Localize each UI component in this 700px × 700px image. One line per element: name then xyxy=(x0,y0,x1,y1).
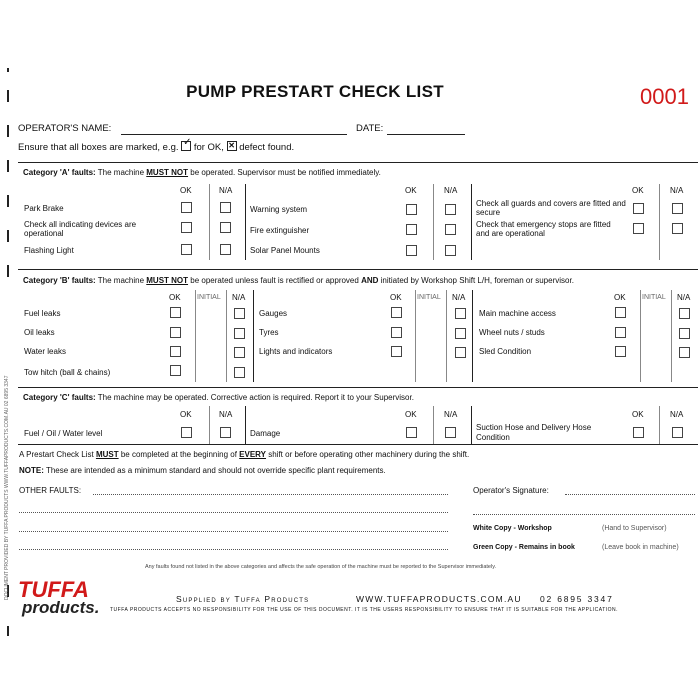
check-item: Fuel / Oil / Water level xyxy=(24,429,103,438)
operator-name-field[interactable] xyxy=(121,134,347,135)
binding-mark xyxy=(7,68,9,72)
ok-header: OK xyxy=(405,410,417,419)
na-checkbox[interactable] xyxy=(455,308,466,319)
signature-label: Operator's Signature: xyxy=(473,486,549,495)
na-checkbox[interactable] xyxy=(445,204,456,215)
column-divider xyxy=(209,184,210,260)
phone: 02 6895 3347 xyxy=(540,594,614,604)
green-copy-label: Green Copy - Remains in book xyxy=(473,544,575,551)
column-divider xyxy=(253,290,254,382)
na-checkbox[interactable] xyxy=(445,245,456,256)
ok-checkbox[interactable] xyxy=(633,203,644,214)
check-item: Flashing Light xyxy=(24,246,74,255)
column-divider xyxy=(671,290,672,382)
na-checkbox[interactable] xyxy=(672,427,683,438)
notice: A Prestart Check List MUST be completed at the beginning of EVERY shift or before operating other machinery during the shift. xyxy=(19,450,470,459)
na-checkbox[interactable] xyxy=(234,308,245,319)
website: WWW.TUFFAPRODUCTS.COM.AU xyxy=(356,594,522,604)
binding-mark xyxy=(7,230,9,242)
na-header: N/A xyxy=(670,186,684,195)
check-item: Fuel leaks xyxy=(24,309,61,318)
ok-header: OK xyxy=(180,410,192,419)
cross-example-icon: ✕ xyxy=(228,141,235,150)
instruction-ok-text: for OK, xyxy=(193,142,224,153)
column-divider xyxy=(245,406,246,444)
binding-mark xyxy=(7,265,9,277)
date-label: DATE: xyxy=(356,123,384,134)
na-checkbox[interactable] xyxy=(679,308,690,319)
na-checkbox[interactable] xyxy=(220,202,231,213)
ok-header: OK xyxy=(614,293,626,302)
check-item: Sled Condition xyxy=(479,347,532,356)
ok-checkbox[interactable] xyxy=(406,224,417,235)
check-item: Main machine access xyxy=(479,309,556,318)
side-print-text: DOCUMENT PROVIDED BY TUFFA PRODUCTS WWW.TUFFAPRODUCTS.COM.AU 02 6895 3347 xyxy=(4,375,10,600)
column-divider xyxy=(433,184,434,260)
column-divider xyxy=(209,406,210,444)
binding-mark xyxy=(7,160,9,172)
na-checkbox[interactable] xyxy=(445,224,456,235)
na-checkbox[interactable] xyxy=(234,367,245,378)
na-checkbox[interactable] xyxy=(220,222,231,233)
ok-header: OK xyxy=(180,186,192,195)
ok-checkbox[interactable] xyxy=(391,307,402,318)
check-item: Damage xyxy=(250,429,281,438)
check-item: Solar Panel Mounts xyxy=(250,246,320,255)
ok-checkbox[interactable] xyxy=(615,346,626,357)
na-header: N/A xyxy=(219,186,233,195)
na-header: N/A xyxy=(677,293,691,302)
check-item: Tow hitch (ball & chains) xyxy=(24,368,111,377)
ok-checkbox[interactable] xyxy=(391,346,402,357)
initial-header: INITIAL xyxy=(417,294,441,301)
check-item: Tyres xyxy=(259,328,279,337)
check-item: Fire extinguisher xyxy=(250,226,310,235)
divider xyxy=(18,444,698,445)
ok-checkbox[interactable] xyxy=(170,365,181,376)
column-divider xyxy=(195,290,196,382)
form-number: 0001 xyxy=(640,84,689,109)
cat-b-heading: Category 'B' faults: The machine MUST NOT be operated unless fault is rectified or approved AND initiated by Workshop Shift L/H, foreman or supervisor. xyxy=(23,276,574,285)
ok-checkbox[interactable] xyxy=(170,327,181,338)
column-divider xyxy=(446,290,447,382)
instruction-text: Ensure that all boxes are marked, e.g. xyxy=(18,142,179,153)
ok-checkbox[interactable] xyxy=(633,427,644,438)
na-checkbox[interactable] xyxy=(445,427,456,438)
ok-header: OK xyxy=(632,186,644,195)
column-divider xyxy=(659,406,660,444)
ok-checkbox[interactable] xyxy=(181,244,192,255)
ok-checkbox[interactable] xyxy=(391,327,402,338)
divider xyxy=(18,387,698,388)
check-item: Gauges xyxy=(259,309,288,318)
column-divider xyxy=(415,290,416,382)
na-header: N/A xyxy=(232,293,246,302)
cat-c-heading: Category 'C' faults: The machine may be operated. Corrective action is required. Report it to your Supervisor. xyxy=(23,393,414,402)
white-copy-label: White Copy - Workshop xyxy=(473,525,552,532)
divider xyxy=(18,269,698,270)
side-print xyxy=(2,300,12,600)
instruction xyxy=(18,137,295,153)
signature-field[interactable] xyxy=(473,514,695,515)
na-checkbox[interactable] xyxy=(455,347,466,358)
ok-header: OK xyxy=(632,410,644,419)
initial-header: INITIAL xyxy=(197,294,221,301)
ok-checkbox[interactable] xyxy=(170,346,181,357)
na-checkbox[interactable] xyxy=(234,328,245,339)
ok-checkbox[interactable] xyxy=(633,223,644,234)
column-divider xyxy=(245,184,246,260)
other-faults-field[interactable] xyxy=(93,494,448,495)
ok-checkbox[interactable] xyxy=(170,307,181,318)
ok-checkbox[interactable] xyxy=(615,327,626,338)
ok-checkbox[interactable] xyxy=(406,204,417,215)
check-example-icon: ✓ xyxy=(181,141,191,151)
legal-text: TUFFA PRODUCTS ACCEPTS NO RESPONSIBILITY FOR THE USE OF THIS DOCUMENT. IT IS THE USERS RESPONSIBILITY TO ENSURE THAT IT IS SUITABLE FOR THE APPLICATION. xyxy=(110,607,619,613)
na-checkbox[interactable] xyxy=(679,347,690,358)
column-divider xyxy=(471,406,472,444)
note: NOTE: These are intended as a minimum standard and should not override specific plant requirements. xyxy=(19,466,386,475)
na-header: N/A xyxy=(444,410,458,419)
column-divider xyxy=(472,290,473,382)
tuffa-logo xyxy=(18,577,100,617)
cat-a-heading: Category 'A' faults: The machine MUST NOT be operated. Supervisor must be notified immediately. xyxy=(23,168,381,177)
binding-mark xyxy=(7,195,9,207)
check-item: Check that emergency stops are fitted and are operational xyxy=(476,220,611,238)
initial-header: INITIAL xyxy=(642,294,666,301)
column-divider xyxy=(226,290,227,382)
column-divider xyxy=(640,290,641,382)
check-item: Lights and indicators xyxy=(259,347,333,356)
check-item: Park Brake xyxy=(24,204,64,213)
na-header: N/A xyxy=(444,186,458,195)
binding-mark xyxy=(7,125,9,137)
na-checkbox[interactable] xyxy=(672,223,683,234)
green-copy-note: (Leave book in machine) xyxy=(602,544,679,551)
check-item: Oil leaks xyxy=(24,328,55,337)
check-item: Suction Hose and Delivery Hose Condition xyxy=(476,423,592,442)
ok-checkbox[interactable] xyxy=(406,427,417,438)
date-field[interactable] xyxy=(387,134,465,135)
na-header: N/A xyxy=(219,410,233,419)
ok-header: OK xyxy=(390,293,402,302)
ok-checkbox[interactable] xyxy=(615,307,626,318)
check-item: Check all guards and covers are fitted and secure xyxy=(476,199,626,217)
na-checkbox[interactable] xyxy=(679,328,690,339)
other-faults-label: OTHER FAULTS: xyxy=(19,486,82,495)
other-faults-field[interactable] xyxy=(19,512,448,513)
na-header: N/A xyxy=(452,293,466,302)
na-checkbox[interactable] xyxy=(220,427,231,438)
column-divider xyxy=(471,184,472,260)
page-title: PUMP PRESTART CHECK LIST xyxy=(186,82,444,101)
logo-line2: products. xyxy=(22,598,100,617)
check-item: Water leaks xyxy=(24,347,66,356)
divider xyxy=(18,162,698,163)
column-divider xyxy=(433,406,434,444)
na-header: N/A xyxy=(670,410,684,419)
na-checkbox[interactable] xyxy=(234,347,245,358)
column-divider xyxy=(659,184,660,260)
supplied-by: Supplied by Tuffa Products xyxy=(176,594,310,604)
check-item: Check all indicating devices are operational xyxy=(24,220,137,238)
disclaimer: Any faults found not listed in the above categories and affects the safe operation of the machine must be reported to the Supervisor immediately. xyxy=(145,564,497,570)
ok-checkbox[interactable] xyxy=(181,222,192,233)
other-faults-field[interactable] xyxy=(19,531,448,532)
white-copy-note: (Hand to Supervisor) xyxy=(602,525,667,532)
na-checkbox[interactable] xyxy=(455,328,466,339)
other-faults-field[interactable] xyxy=(19,549,448,550)
ok-checkbox[interactable] xyxy=(181,427,192,438)
ok-checkbox[interactable] xyxy=(181,202,192,213)
ok-checkbox[interactable] xyxy=(406,245,417,256)
na-checkbox[interactable] xyxy=(220,244,231,255)
check-item: Wheel nuts / studs xyxy=(479,328,545,337)
na-checkbox[interactable] xyxy=(672,203,683,214)
ok-header: OK xyxy=(405,186,417,195)
instruction-defect-text: defect found. xyxy=(239,142,295,153)
check-item: Warning system xyxy=(250,205,308,214)
logo-line1: TUFFA xyxy=(18,577,89,602)
signature-field[interactable] xyxy=(565,494,695,495)
ok-header: OK xyxy=(169,293,181,302)
binding-mark xyxy=(7,626,9,636)
operator-label: OPERATOR'S NAME: xyxy=(18,123,112,134)
